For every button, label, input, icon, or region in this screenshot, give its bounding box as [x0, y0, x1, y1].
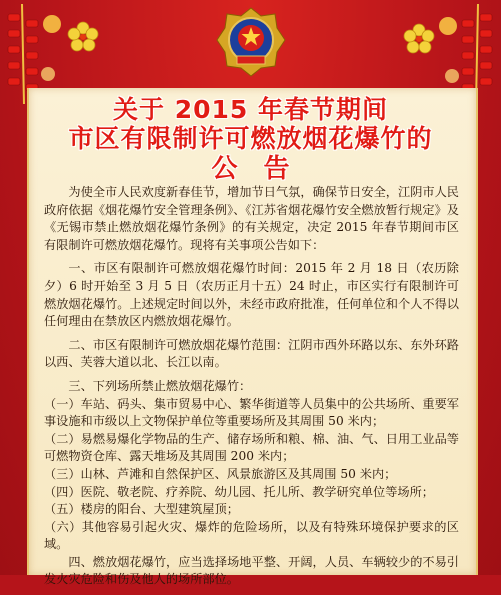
police-emblem-icon	[215, 6, 287, 78]
section-3-item: （一）车站、码头、集市贸易中心、繁华街道等人员集中的公共场所、重要军事设施和市级以上文物保护单位等重要场所及其周围 50 米内；	[44, 396, 459, 429]
section-3-item: （四）医院、敬老院、疗养院、幼儿园、托儿所、教学研究单位等场所；	[44, 484, 434, 499]
section-1-paragraph: 一、市区有限制许可燃放烟花爆竹时间：2015 年 2 月 18 日（农历除夕）6 时开始至 3 月 5 日（农历正月十五）24 时止，市区实行有限制许可燃放烟花爆竹。上述规定时间以外，未经市政府批准，任何单位和个人不得以任何理由在禁放区内燃放烟花爆竹。	[44, 261, 459, 329]
section-4-paragraph: 四、燃放烟花爆竹，应当选择场地平整、开阔，人员、车辆较少的不易引发火灾危险和伤及他人的场所部位。	[44, 554, 459, 587]
plum-blossom-icon	[402, 22, 436, 56]
section-3-item: （六）其他容易引起火灾、爆炸的危险场所，以及有特殊环境保护要求的区域。	[44, 519, 459, 552]
notice-title-line2: 市区有限制许可燃放烟花爆竹的	[68, 124, 433, 153]
notice-title-line3: 公告	[211, 154, 316, 184]
notice-body	[44, 184, 459, 595]
plum-blossom-icon	[66, 20, 100, 54]
section-3-heading: 三、下列场所禁止燃放烟花爆竹：	[68, 378, 252, 393]
section-3-item: （五）楼房的阳台、大型建筑屋顶；	[44, 502, 239, 517]
section-3-item: （三）山林、芦滩和自然保护区、风景旅游区及其周围 50 米内；	[44, 466, 397, 481]
section-3-item: （二）易燃易爆化学物品的生产、储存场所和粮、棉、油、气、日用工业品等可燃物资仓库、露天堆场及其周围 200 米内；	[44, 431, 459, 464]
section-2-paragraph: 二、市区有限制许可燃放烟花爆竹范围：江阴市西外环路以东、东外环路以西、芙蓉大道以北、长江以南。	[44, 337, 459, 370]
intro-paragraph: 为使全市人民欢度新春佳节，增加节日气氛，确保节日安全，江阴市人民政府依据《烟花爆竹安全管理条例》、《江苏省烟花爆竹安全燃放暂行规定》及《无锡市禁止燃放烟花爆竹条例》的有关规定，决定 2015 年春节期间市区有限制许可燃放烟花爆竹。现将有关事项公告如下：	[44, 185, 459, 252]
notice-title-line1: 关于 2015 年春节期间	[113, 95, 388, 124]
